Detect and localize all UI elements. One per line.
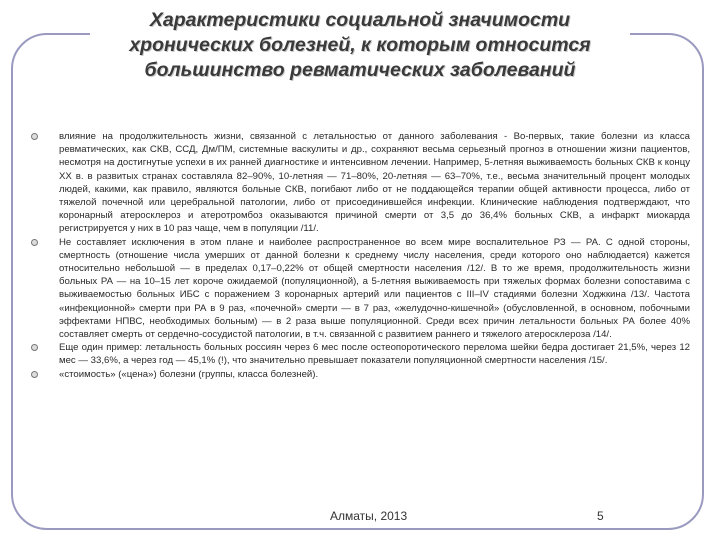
title-line-1: Характеристики социальной значимости [149,9,571,31]
list-item-text: влияние на продолжительность жизни, связанной с летальностью от данного заболевания - Во-первых, такие болезни из класса ревматических, как СКВ, ССД, Дм/ПМ, системные васкулиты и др., сохраняют весьма серьезный прогноз в отношении жизни пациентов, несмотря на достигнутые успехи в их ранней диагностике и интенсивном лечении. Например, 5-летняя выживаемость больных СКВ к концу XX в. в развитых странах составляла 82–90%, 10-летняя — 71–80%, 20-летняя — 63–70%, т.е., весьма значительный процент молодых людей, какими, как правило, являются больные СКВ, погибают либо от не поддающейся терапии общей активности процесса, либо от тяжелой почечной или церебральной патологии, либо от присоединившейся инфекции. Клинические наблюдения подтверждают, что коронарный атеросклероз и атеротромбоз оказываются причиной смерти от 3,5 до 36,4% больных СКВ, а инфаркт миокарда регистрируется у них в 10 раз чаще, чем в популяции /11/. [59,131,690,235]
bullet-icon [31,371,38,378]
page-number: 5 [597,509,604,523]
list-item-text: Еще один пример: летальность больных россиян через 6 мес после остеопоротического перелома шейки бедра достигает 21,5%, через 12 мес — 33,6%, а через год — 45,1% (!), что значительно превышает показатели популяционной смертности населения /15/. [59,342,690,367]
bullet-icon [31,133,38,140]
bullet-list [30,130,690,381]
slide-title [60,8,660,83]
list-item [30,236,690,342]
list-item [30,130,690,236]
title-line-3: большинство ревматических заболеваний [144,59,576,81]
title-line-2: хронических болезней, к которым относится [129,34,591,56]
list-item-text: Не составляет исключения в этом плане и наиболее распространенное во всем мире воспалительное РЗ — РА. С одной стороны, смертность (отношение числа умерших от данной болезни к среднему числу населения, среди которого оно наблюдается) кажется относительно небольшой — в пределах 0,17–0,22% от общей смертности населения /12/. В то же время, продолжительность жизни больных РА — на 10–15 лет короче ожидаемой (популяционной), а 5-летняя выживаемость при тяжелых формах болезни сопоставима с выживаемостью больных ИБС с поражением 3 коронарных артерий или пациентов с III–IV стадиями болезни Ходжкина /13/. Частота «инфекционной» смерти при РА в 9 раз, «почечной» смерти — в 7 раз, «желудочно-кишечной» (обусловленной, в основном, побочными эффектами НПВС, необходимых больным) — в 2 раза выше популяционной. Среди всех причин летальности больных РА более 40% составляет смерть от сердечно-сосудистой патологии, в т.ч. связанной с развитием раннего и тяжелого атеросклероза /14/. [59,236,690,341]
list-item-text: «стоимость» («цена») болезни (группы, класса болезней). [59,368,319,380]
footer-date: Алматы, 2013 [330,509,408,523]
bullet-icon [31,344,38,351]
list-item [30,341,690,367]
list-item [30,368,690,381]
bullet-icon [31,239,38,246]
